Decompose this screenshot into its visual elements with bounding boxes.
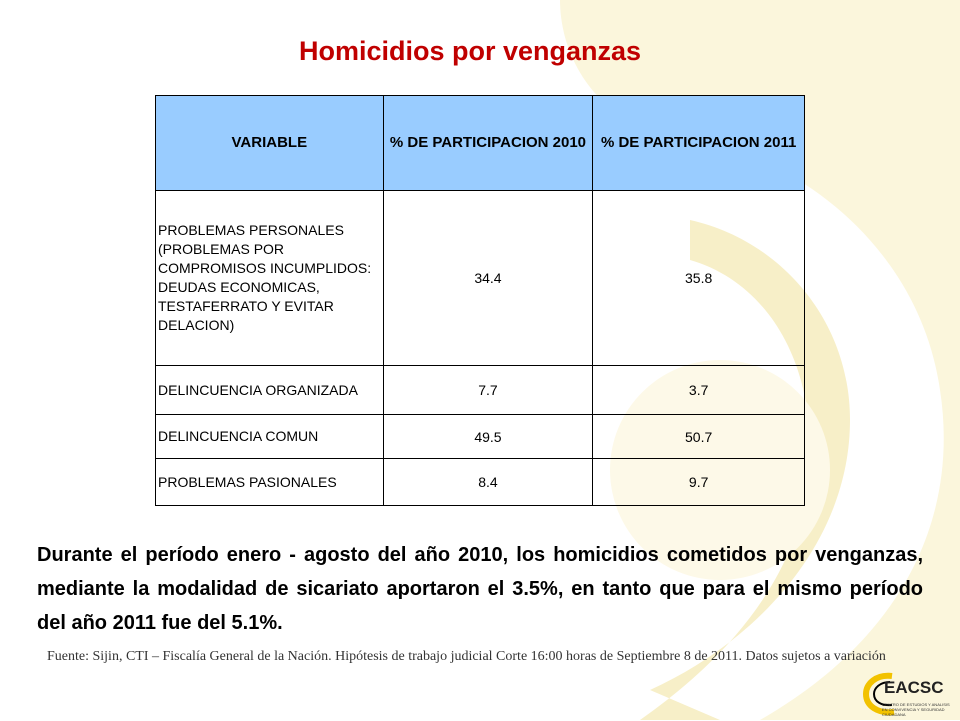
source-note: Fuente: Sijin, CTI – Fiscalía General de la Nación. Hipótesis de trabajo judicial Corte 16:00 horas de Septiembre 8 de 2011. Datos sujetos a variación (47, 649, 886, 664)
data-table (155, 95, 805, 506)
cell-2010: 8.4 (383, 459, 593, 506)
page-title: Homicidios por venganzas (298, 36, 642, 66)
cell-2010: 7.7 (383, 366, 593, 415)
column-header-variable: VARIABLE (156, 96, 384, 191)
cell-2010: 49.5 (383, 415, 593, 459)
summary-paragraph: Durante el período enero - agosto del año 2010, los homicidios cometidos por venganzas, mediante la modalidad de sicariato aportaron el 3.5%, en tanto que para el mismo período del año 2011 fue del 5.1%. (37, 544, 923, 634)
ceacsc-logo (862, 670, 954, 716)
table-row (156, 366, 805, 415)
cell-variable: PROBLEMAS PASIONALES (156, 459, 384, 506)
column-header-2010: % DE PARTICIPACION 2010 (383, 96, 593, 191)
cell-2011: 3.7 (593, 366, 805, 415)
column-header-2011: % DE PARTICIPACION 2011 (593, 96, 805, 191)
cell-2011: 9.7 (593, 459, 805, 506)
table-row (156, 191, 805, 366)
cell-2010: 34.4 (383, 191, 593, 366)
cell-variable: DELINCUENCIA COMUN (156, 415, 384, 459)
logo-text: EACSC (884, 678, 944, 697)
cell-2011: 35.8 (593, 191, 805, 366)
table-row (156, 459, 805, 506)
cell-2011: 50.7 (593, 415, 805, 459)
table-row (156, 415, 805, 459)
cell-variable: DELINCUENCIA ORGANIZADA (156, 366, 384, 415)
cell-variable: PROBLEMAS PERSONALES (PROBLEMAS POR COMPROMISOS INCUMPLIDOS: DEUDAS ECONOMICAS, TESTAFERRATO Y EVITAR DELACION) (156, 191, 384, 366)
table-header-row (156, 96, 805, 191)
logo-subtext: CENTRO DE ESTUDIOS Y ANALISIS EN CONVIVENCIA Y SEGURIDAD CIUDADANA (882, 702, 950, 717)
